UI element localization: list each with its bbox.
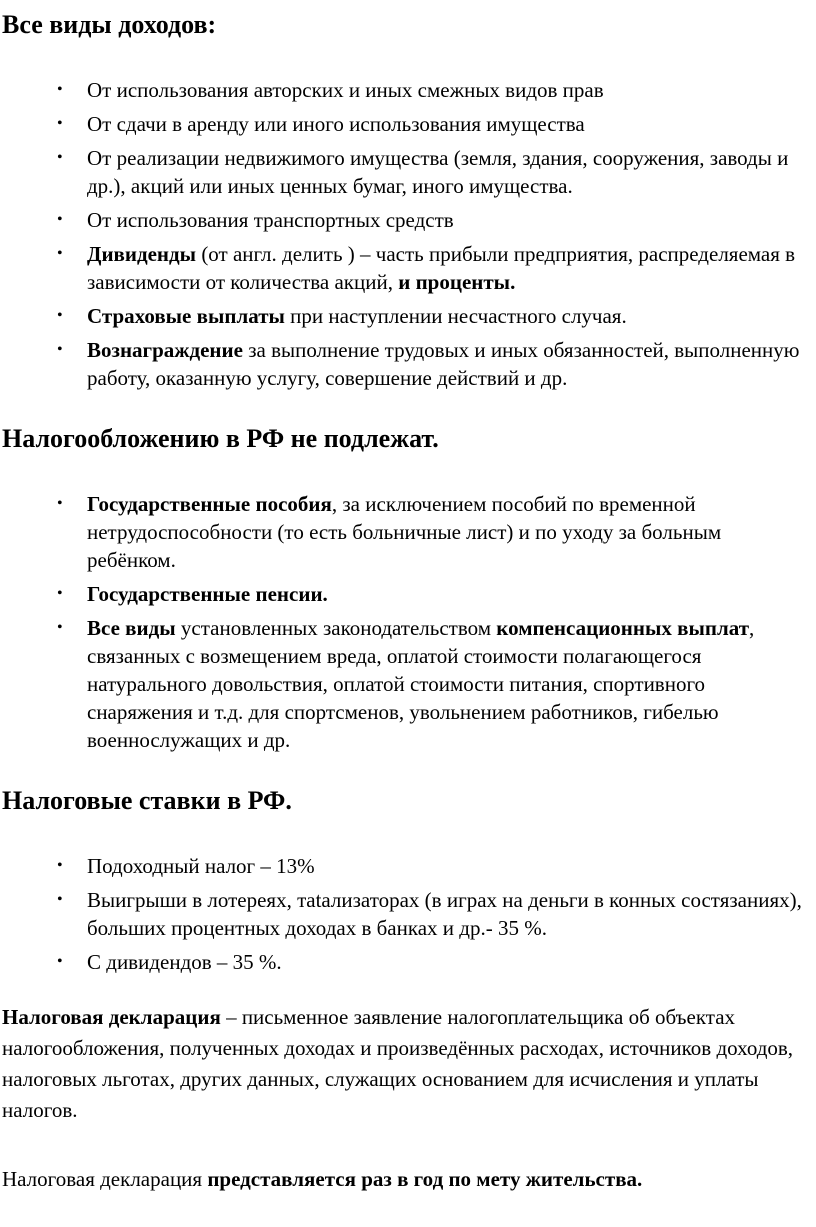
document-page <box>0 10 816 1227</box>
bullet-icon: • <box>57 953 63 970</box>
bullet-icon: • <box>57 585 63 602</box>
bullet-icon: • <box>57 619 63 636</box>
bullet-icon: • <box>57 495 63 512</box>
list-item: • Вознаграждение за выполнение трудовых и иных обязанностей, выполненную работу, оказанную услугу, совершение действий и др. <box>57 338 800 390</box>
section-title-income-types: Все виды доходов: <box>2 10 217 39</box>
section-title-tax-rates: Налоговые ставки в РФ. <box>2 786 292 815</box>
list-item: • От реализации недвижимого имущества (земля, здания, сооружения, заводы и др.), акций или иных ценных бумаг, иного имущества. <box>57 146 789 198</box>
bullet-icon: • <box>57 245 63 262</box>
bullet-icon: • <box>57 341 63 358</box>
list-item: • Выигрыши в лотереях, тatализаторах (в играх на деньги в конных состязаниях), больших процентных доходах в банках и др.- 35 %. <box>57 888 802 940</box>
list-item: • От использования авторских и иных смежных видов прав <box>57 78 604 102</box>
bullet-icon: • <box>57 115 63 132</box>
bullet-icon: • <box>57 891 63 908</box>
tax-exempt-list <box>2 490 816 754</box>
income-types-list <box>2 76 816 392</box>
list-item: • Подоходный налог – 13% <box>57 854 315 878</box>
section-title-tax-exempt: Налогообложению в РФ не подлежат. <box>2 424 439 453</box>
list-item: • С дивидендов – 35 %. <box>57 950 282 974</box>
tax-declaration-definition: Налоговая декларация – письменное заявление налогоплательщика об объектах налогообложения, полученных доходах и произведённых расходах, источников доходов, налоговых льготах, других данных, служащих основанием для исчисления и уплаты налогов. <box>2 1005 794 1122</box>
list-item: • Государственные пособия, за исключением пособий по временной нетрудоспособности (то есть больничные лист) и по уходу за больным ребёнком. <box>57 492 722 572</box>
list-item: • Страховые выплаты при наступлении несчастного случая. <box>57 304 627 328</box>
list-item: • От сдачи в аренду или иного использования имущества <box>57 112 585 136</box>
bullet-icon: • <box>57 307 63 324</box>
tax-rates-list <box>2 852 816 976</box>
bullet-icon: • <box>57 149 63 166</box>
list-item: • Государственные пенсии. <box>57 582 328 606</box>
list-item: • От использования транспортных средств <box>57 208 454 232</box>
list-item: • Все виды установленных законодательством компенсационных выплат, связанных с возмещением вреда, оплатой стоимости полагающегося натурального довольствия, оплатой стоимости питания, спортивного снаряжения и т.д. для спортсменов, увольнением работников, гибелью военнослужащих и др. <box>57 616 755 752</box>
bullet-icon: • <box>57 81 63 98</box>
list-item: • Дивиденды (от англ. делить ) – часть прибыли предприятия, распределяемая в зависимости от количества акций, и проценты. <box>57 242 796 294</box>
bullet-icon: • <box>57 211 63 228</box>
bullet-icon: • <box>57 857 63 874</box>
tax-declaration-note: Налоговая декларация представляется раз в год по мету жительства. <box>2 1167 643 1191</box>
